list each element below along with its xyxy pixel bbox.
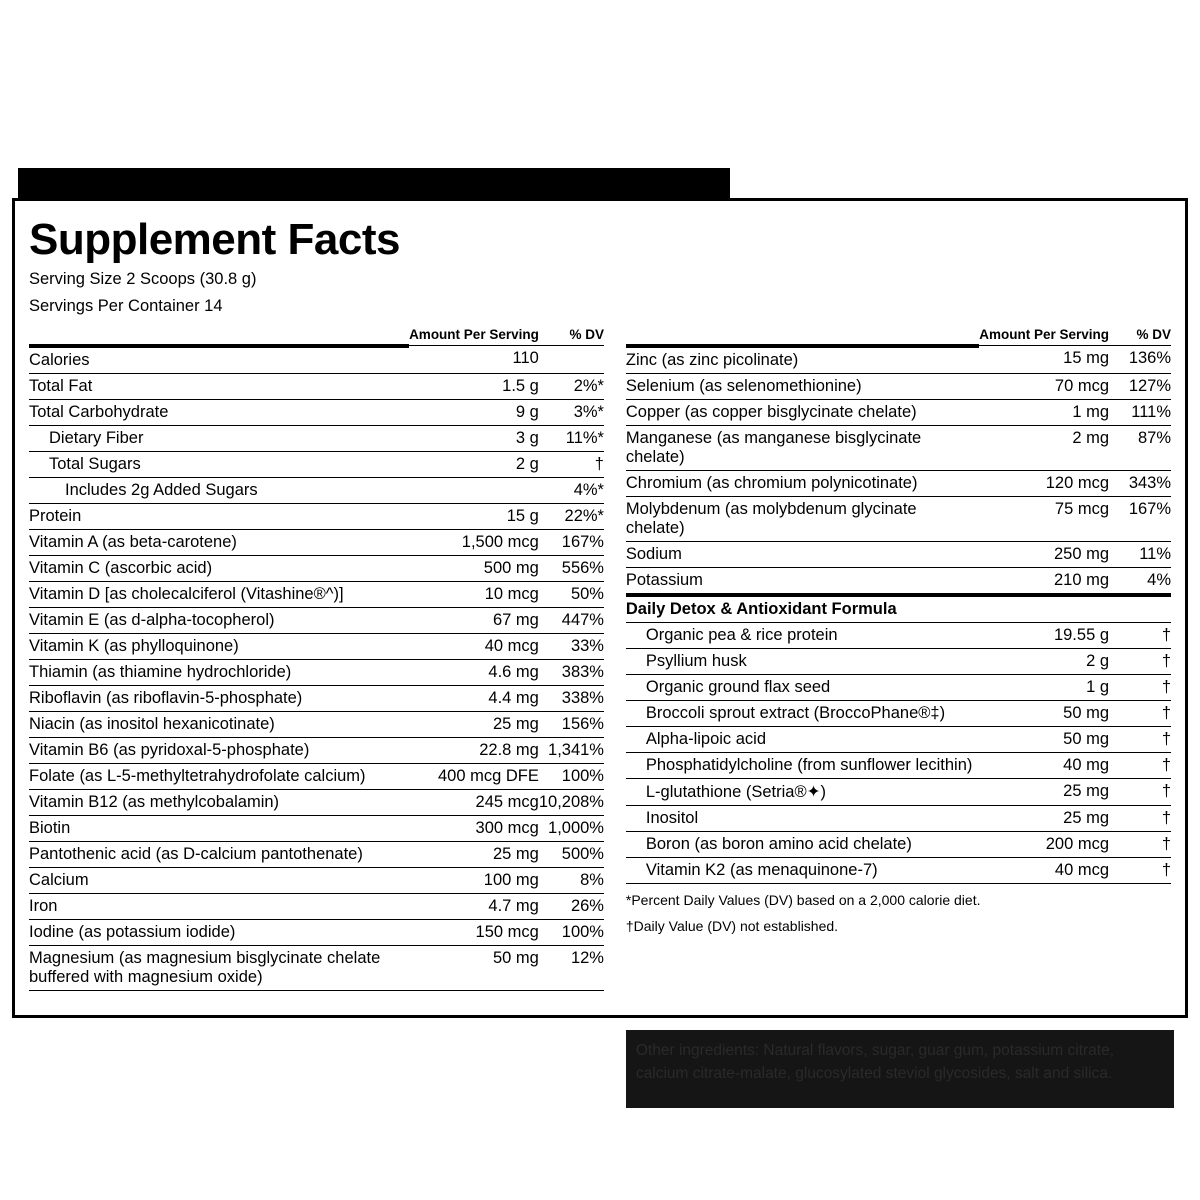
nutrient-name: Folate (as L-5-methyltetrahydrofolate calcium) xyxy=(29,763,409,789)
nutrient-amount xyxy=(409,477,539,503)
nutrient-name: Total Sugars xyxy=(29,451,409,477)
table-row xyxy=(626,496,1171,541)
header-blank xyxy=(29,324,409,346)
nutrient-name: Chromium (as chromium polynicotinate) xyxy=(626,470,979,496)
table-row xyxy=(29,841,604,867)
nutrient-dv: 12% xyxy=(539,945,604,990)
nutrient-dv: † xyxy=(1109,674,1171,700)
product-title-banner xyxy=(18,168,730,198)
nutrient-amount: 1 mg xyxy=(979,399,1109,425)
nutrient-name: Alpha-lipoic acid xyxy=(626,726,979,752)
nutrient-name: Organic pea & rice protein xyxy=(626,622,979,648)
nutrient-dv: 1,000% xyxy=(539,815,604,841)
nutrient-amount: 40 mg xyxy=(979,752,1109,778)
other-ingredients-block xyxy=(626,1030,1174,1108)
nutrient-name: Calories xyxy=(29,346,409,374)
table-row xyxy=(29,399,604,425)
table-row xyxy=(29,815,604,841)
nutrient-dv: † xyxy=(1109,778,1171,805)
nutrient-amount: 25 mg xyxy=(979,805,1109,831)
table-row xyxy=(626,373,1171,399)
nutrient-name: Riboflavin (as riboflavin-5-phosphate) xyxy=(29,685,409,711)
facts-column-right xyxy=(625,324,1172,1082)
nutrient-amount: 9 g xyxy=(409,399,539,425)
nutrient-amount: 1,500 mcg xyxy=(409,529,539,555)
footnote-2: †Daily Value (DV) not established. xyxy=(625,917,839,934)
other-ingredients-text: Other ingredients: Natural flavors, sugar, guar gum, potassium citrate, calcium citrate-malate, glucosylated steviol glycosides, salt and silica. xyxy=(635,1042,1115,1082)
nutrient-dv: 11% xyxy=(1109,541,1171,567)
nutrient-dv: 343% xyxy=(1109,470,1171,496)
nutrient-name: Sodium xyxy=(626,541,979,567)
nutrient-name: Calcium xyxy=(29,867,409,893)
nutrient-amount: 50 mg xyxy=(409,945,539,990)
nutrient-name: Organic ground flax seed xyxy=(626,674,979,700)
nutrient-dv: † xyxy=(1109,726,1171,752)
header-blank xyxy=(626,324,979,346)
nutrient-amount: 110 xyxy=(409,346,539,374)
nutrient-amount: 15 mg xyxy=(979,346,1109,374)
nutrient-name: Vitamin B6 (as pyridoxal-5-phosphate) xyxy=(29,737,409,763)
nutrient-dv: 22%* xyxy=(539,503,604,529)
table-row xyxy=(626,857,1171,883)
nutrient-amount: 22.8 mg xyxy=(409,737,539,763)
footnote-1: *Percent Daily Values (DV) based on a 2,000 calorie diet. xyxy=(625,891,981,908)
nutrient-amount: 40 mcg xyxy=(979,857,1109,883)
nutrient-name: Thiamin (as thiamine hydrochloride) xyxy=(29,659,409,685)
nutrient-dv: 556% xyxy=(539,555,604,581)
nutrient-dv: 167% xyxy=(539,529,604,555)
nutrient-dv: 500% xyxy=(539,841,604,867)
nutrient-amount: 150 mcg xyxy=(409,919,539,945)
table-header-row xyxy=(29,324,604,346)
nutrient-name: Vitamin A (as beta-carotene) xyxy=(29,529,409,555)
nutrient-amount: 15 g xyxy=(409,503,539,529)
table-row xyxy=(29,425,604,451)
nutrient-amount: 100 mg xyxy=(409,867,539,893)
table-row xyxy=(29,477,604,503)
nutrient-table-left xyxy=(29,324,604,991)
servings-per-container: Servings Per Container 14 xyxy=(29,296,223,315)
nutrient-dv: 2%* xyxy=(539,373,604,399)
table-row xyxy=(29,789,604,815)
nutrient-dv: 136% xyxy=(1109,346,1171,374)
nutrient-dv: 1,341% xyxy=(539,737,604,763)
nutrient-name: Total Fat xyxy=(29,373,409,399)
nutrient-name: Vitamin K (as phylloquinone) xyxy=(29,633,409,659)
table-row xyxy=(29,633,604,659)
nutrient-dv: † xyxy=(1109,622,1171,648)
nutrient-dv: † xyxy=(1109,700,1171,726)
nutrient-name: Iodine (as potassium iodide) xyxy=(29,919,409,945)
nutrient-dv: 11%* xyxy=(539,425,604,451)
table-row xyxy=(29,555,604,581)
table-row xyxy=(626,622,1171,648)
nutrient-name: Niacin (as inositol hexanicotinate) xyxy=(29,711,409,737)
nutrient-amount: 10 mcg xyxy=(409,581,539,607)
table-row xyxy=(626,752,1171,778)
nutrient-dv: 100% xyxy=(539,763,604,789)
nutrient-dv xyxy=(539,346,604,374)
nutrient-dv: 50% xyxy=(539,581,604,607)
nutrient-name: Total Carbohydrate xyxy=(29,399,409,425)
table-row xyxy=(29,607,604,633)
nutrient-amount: 2 g xyxy=(409,451,539,477)
nutrient-name: Iron xyxy=(29,893,409,919)
facts-column-left xyxy=(29,324,604,991)
nutrient-dv: 3%* xyxy=(539,399,604,425)
header-dv: % DV xyxy=(1109,324,1171,346)
nutrient-name: Boron (as boron amino acid chelate) xyxy=(626,831,979,857)
table-row xyxy=(626,567,1171,595)
blend-heading: Daily Detox & Antioxidant Formula xyxy=(626,595,1171,623)
table-row xyxy=(29,945,604,990)
nutrient-amount: 500 mg xyxy=(409,555,539,581)
table-row xyxy=(29,919,604,945)
table-row xyxy=(29,711,604,737)
table-row xyxy=(29,737,604,763)
nutrient-dv: 127% xyxy=(1109,373,1171,399)
table-row xyxy=(29,867,604,893)
table-row xyxy=(626,399,1171,425)
table-row xyxy=(29,685,604,711)
table-row xyxy=(29,659,604,685)
nutrient-name: Vitamin D [as cholecalciferol (Vitashine®^)] xyxy=(29,581,409,607)
nutrient-name: Broccoli sprout extract (BroccoPhane®‡) xyxy=(626,700,979,726)
nutrient-amount: 19.55 g xyxy=(979,622,1109,648)
nutrient-amount: 75 mcg xyxy=(979,496,1109,541)
nutrient-dv: 100% xyxy=(539,919,604,945)
nutrient-name: L-glutathione (Setria®✦) xyxy=(626,778,979,805)
nutrient-dv: † xyxy=(539,451,604,477)
nutrient-name: Protein xyxy=(29,503,409,529)
nutrient-name: Phosphatidylcholine (from sunflower lecithin) xyxy=(626,752,979,778)
nutrient-name: Vitamin B12 (as methylcobalamin) xyxy=(29,789,409,815)
nutrient-dv: 167% xyxy=(1109,496,1171,541)
nutrient-name: Pantothenic acid (as D-calcium pantothenate) xyxy=(29,841,409,867)
nutrient-dv: 8% xyxy=(539,867,604,893)
table-row xyxy=(626,346,1171,374)
nutrient-amount: 50 mg xyxy=(979,700,1109,726)
nutrient-amount: 4.6 mg xyxy=(409,659,539,685)
nutrient-amount: 200 mcg xyxy=(979,831,1109,857)
table-row xyxy=(626,726,1171,752)
nutrient-name: Copper (as copper bisglycinate chelate) xyxy=(626,399,979,425)
nutrient-dv: 26% xyxy=(539,893,604,919)
facts-columns xyxy=(29,324,1172,1082)
nutrient-name: Potassium xyxy=(626,567,979,595)
nutrient-dv: † xyxy=(1109,831,1171,857)
nutrient-dv: 156% xyxy=(539,711,604,737)
header-dv: % DV xyxy=(539,324,604,346)
table-row xyxy=(626,648,1171,674)
table-row xyxy=(29,529,604,555)
product-title-text: Daily Nutritional Support Formula xyxy=(24,169,409,196)
nutrient-amount: 245 mcg xyxy=(409,789,539,815)
header-amount: Amount Per Serving xyxy=(409,324,539,346)
nutrient-dv: 383% xyxy=(539,659,604,685)
nutrient-dv: 4% xyxy=(1109,567,1171,595)
nutrient-name: Vitamin E (as d-alpha-tocopherol) xyxy=(29,607,409,633)
column-gap xyxy=(604,324,626,991)
table-row xyxy=(626,470,1171,496)
nutrient-amount: 1.5 g xyxy=(409,373,539,399)
nutrient-name: Includes 2g Added Sugars xyxy=(29,477,409,503)
table-row xyxy=(626,778,1171,805)
nutrient-dv: 4%* xyxy=(539,477,604,503)
nutrient-amount: 25 mg xyxy=(409,711,539,737)
header-amount: Amount Per Serving xyxy=(979,324,1109,346)
nutrient-dv: † xyxy=(1109,648,1171,674)
blend-heading-row xyxy=(626,595,1171,623)
serving-size: Serving Size 2 Scoops (30.8 g) xyxy=(29,270,257,289)
page-title: Supplement Facts xyxy=(29,215,400,264)
nutrient-name: Vitamin C (ascorbic acid) xyxy=(29,555,409,581)
nutrient-amount: 25 mg xyxy=(979,778,1109,805)
table-row xyxy=(29,373,604,399)
table-row xyxy=(626,541,1171,567)
nutrient-amount: 40 mcg xyxy=(409,633,539,659)
nutrient-dv: 33% xyxy=(539,633,604,659)
nutrient-name: Selenium (as selenomethionine) xyxy=(626,373,979,399)
nutrient-amount: 1 g xyxy=(979,674,1109,700)
nutrient-amount: 50 mg xyxy=(979,726,1109,752)
table-row xyxy=(29,451,604,477)
nutrient-name: Zinc (as zinc picolinate) xyxy=(626,346,979,374)
nutrient-dv: 338% xyxy=(539,685,604,711)
table-row xyxy=(29,893,604,919)
table-row xyxy=(626,700,1171,726)
nutrient-amount: 67 mg xyxy=(409,607,539,633)
nutrient-amount: 25 mg xyxy=(409,841,539,867)
nutrient-amount: 4.4 mg xyxy=(409,685,539,711)
nutrient-table-right xyxy=(626,324,1171,884)
nutrient-name: Vitamin K2 (as menaquinone-7) xyxy=(626,857,979,883)
nutrient-name: Biotin xyxy=(29,815,409,841)
nutrient-amount: 70 mcg xyxy=(979,373,1109,399)
nutrient-dv: 87% xyxy=(1109,425,1171,470)
nutrient-amount: 120 mcg xyxy=(979,470,1109,496)
nutrient-amount: 2 mg xyxy=(979,425,1109,470)
table-row xyxy=(29,763,604,789)
table-row xyxy=(29,581,604,607)
table-row xyxy=(626,674,1171,700)
nutrient-amount: 400 mcg DFE xyxy=(409,763,539,789)
nutrient-dv: † xyxy=(1109,752,1171,778)
nutrient-amount: 2 g xyxy=(979,648,1109,674)
nutrient-dv: 10,208% xyxy=(539,789,604,815)
nutrient-name: Psyllium husk xyxy=(626,648,979,674)
table-header-row xyxy=(626,324,1171,346)
nutrient-name: Molybdenum (as molybdenum glycinate chelate) xyxy=(626,496,979,541)
nutrient-amount: 3 g xyxy=(409,425,539,451)
supplement-facts-panel xyxy=(12,198,1188,1082)
nutrient-dv: † xyxy=(1109,805,1171,831)
table-row xyxy=(29,503,604,529)
nutrient-dv: 111% xyxy=(1109,399,1171,425)
table-row xyxy=(29,346,604,374)
table-row xyxy=(626,805,1171,831)
nutrient-amount: 4.7 mg xyxy=(409,893,539,919)
nutrient-amount: 300 mcg xyxy=(409,815,539,841)
nutrient-dv: 447% xyxy=(539,607,604,633)
table-row xyxy=(626,425,1171,470)
table-row xyxy=(626,831,1171,857)
nutrient-amount: 210 mg xyxy=(979,567,1109,595)
nutrient-name: Inositol xyxy=(626,805,979,831)
nutrient-dv: † xyxy=(1109,857,1171,883)
nutrient-name: Manganese (as manganese bisglycinate chelate) xyxy=(626,425,979,470)
nutrient-name: Magnesium (as magnesium bisglycinate chelate buffered with magnesium oxide) xyxy=(29,945,409,990)
nutrient-name: Dietary Fiber xyxy=(29,425,409,451)
nutrient-amount: 250 mg xyxy=(979,541,1109,567)
